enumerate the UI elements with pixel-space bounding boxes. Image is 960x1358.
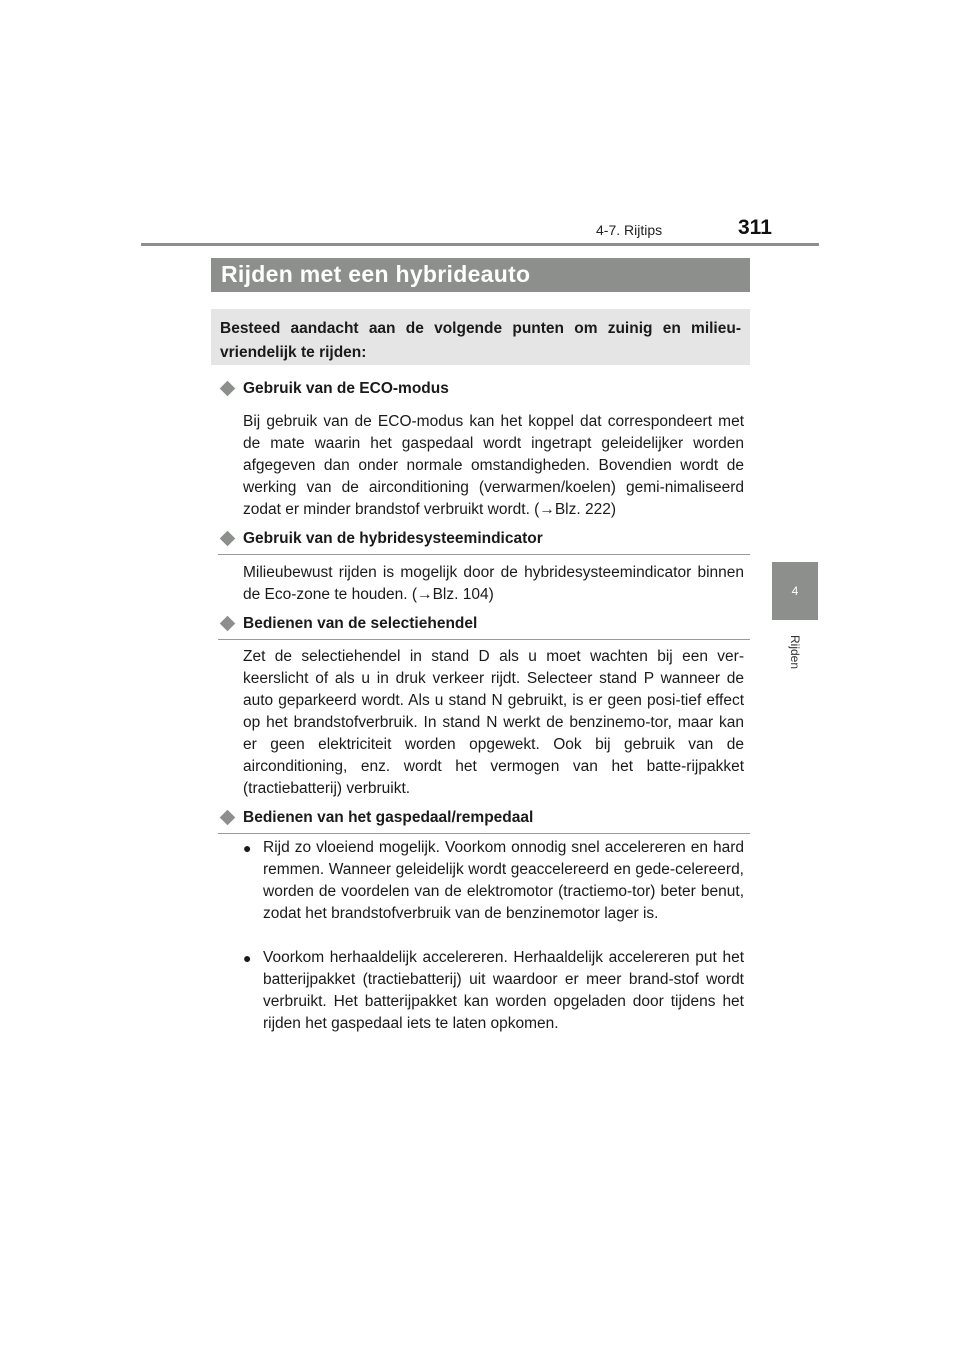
- sub-heading-text: Gebruik van de ECO-modus: [243, 380, 449, 397]
- diamond-bullet-icon: [220, 381, 236, 397]
- diamond-bullet-icon: [220, 616, 236, 632]
- page-number: 311: [738, 216, 772, 239]
- paragraph-eco-mode: Bij gebruik van de ECO-modus kan het koppel dat correspondeert met de mate waarin het gaspedaal wordt ingetrapt geleidelijker worden afgegeven dan onder normale omstandigheden. Bovendien wordt de werking van de airconditioning (verwarmen/koelen) gemi-nimaliseerd zodat er minder brandstof verbruikt wordt. (→Blz. 222): [243, 413, 744, 518]
- diamond-bullet-icon: [220, 810, 236, 826]
- sub-heading-text: Gebruik van de hybridesysteemindicator: [243, 530, 543, 547]
- section-reference: 4-7. Rijtips: [596, 222, 663, 238]
- bullet-text: Voorkom herhaaldelijk accelereren. Herhaaldelijk accelereren put het batterijpakket (tractiebatterij) uit waardoor er meer brand-stof wordt verbruikt. Het batterijpakket kan worden opgeladen door tijdens het rijden het gaspedaal iets te laten opkomen.: [263, 949, 744, 1032]
- sub-heading-text: Bedienen van de selectiehendel: [243, 615, 478, 632]
- bullet-item: [243, 837, 744, 925]
- intro-text: Besteed aandacht aan de volgende punten om zuinig en milieu-vriendelijk te rijden:: [220, 320, 741, 361]
- diamond-bullet-icon: [220, 531, 236, 547]
- header-divider: [141, 243, 819, 246]
- paragraph-selector-lever: Zet de selectiehendel in stand D als u moet wachten bij een ver-keerslicht of als u in druk verkeer rijdt. Selecteer stand P wanneer de auto geparkeerd wordt. Als u stand N gebruikt, is er geen posi-tief effect op het brandstofverbruik. In stand N werkt de benzinemo-tor, maar kan er geen elektriciteit worden opgewekt. Ook bij gebruik van de airconditioning, enz. wordt het vermogen van het batte-rijpakket (tractiebatterij) verbruikt.: [243, 648, 744, 797]
- sub-heading-selector-lever: [218, 614, 750, 640]
- bullet-item: [243, 947, 744, 1035]
- chapter-label: Rijden: [788, 634, 802, 670]
- sub-heading-text: Bedienen van het gaspedaal/rempedaal: [243, 809, 534, 826]
- round-bullet-icon: ●: [243, 840, 252, 856]
- chapter-tab: [772, 562, 818, 620]
- paragraph-hybrid-indicator: Milieubewust rijden is mogelijk door de hybridesysteemindicator binnen de Eco-zone te houden. (→Blz. 104): [243, 564, 744, 603]
- round-bullet-icon: ●: [243, 950, 252, 966]
- bullet-text: Rijd zo vloeiend mogelijk. Voorkom onnodig snel accelereren en hard remmen. Wanneer geleidelijk wordt geaccelereerd en gede-celereerd, worden de voordelen van de elektromotor (tractiemo-tor) beter benut, zodat het brandstofverbruik van de benzinemotor lager is.: [263, 839, 744, 922]
- sub-heading-eco-mode: [218, 379, 750, 405]
- section-title: Rijden met een hybrideauto: [211, 258, 750, 292]
- sub-heading-pedals: [218, 808, 750, 834]
- intro-box: [211, 309, 750, 365]
- chapter-number: 4: [791, 584, 799, 598]
- sub-heading-hybrid-indicator: [218, 529, 750, 555]
